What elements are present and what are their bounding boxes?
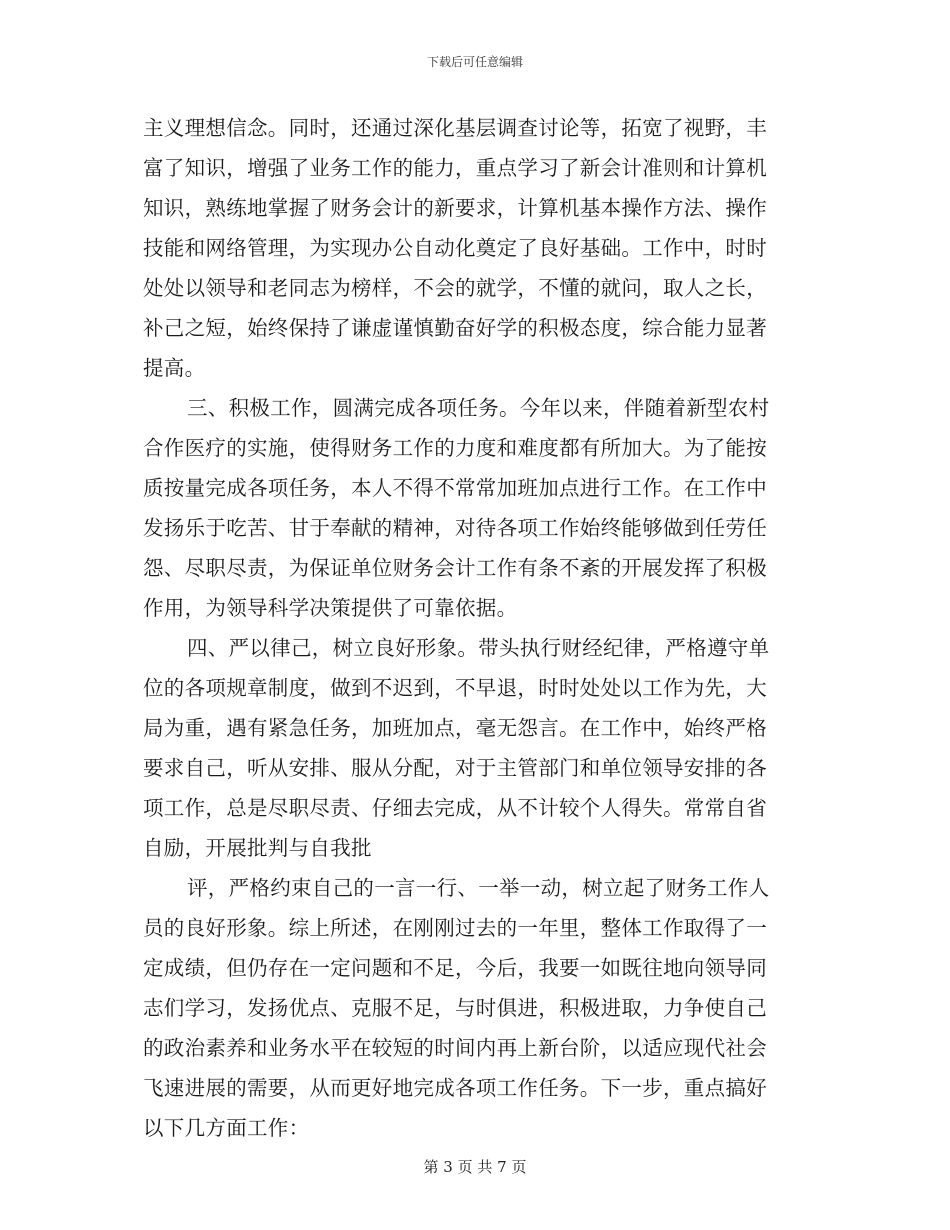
- document-body: [143, 108, 807, 1148]
- body-line: 主义理想信念。同时，还通过深化基层调查讨论等，拓宽了视野，丰: [143, 116, 767, 140]
- body-line: 技能和网络管理，为实现办公自动化奠定了良好基础。工作中，时时: [143, 236, 767, 260]
- body-line: 提高。: [143, 356, 206, 380]
- body-line: 飞速进展的需要，从而更好地完成各项工作任务。下一步，重点搞好: [143, 1076, 767, 1100]
- paragraph-start-line: 评，严格约束自己的一言一行、一举一动，树立起了财务工作人: [187, 876, 770, 900]
- body-line: 局为重，遇有紧急任务，加班加点，毫无怨言。在工作中，始终严格: [143, 716, 767, 740]
- body-line: 知识，熟练地掌握了财务会计的新要求，计算机基本操作方法、操作: [143, 196, 767, 220]
- body-line: 定成绩，但仍存在一定问题和不足，今后，我要一如既往地向领导同: [143, 956, 767, 980]
- body-line: 的政治素养和业务水平在较短的时间内再上新台阶，以适应现代社会: [143, 1036, 767, 1060]
- body-line: 处处以领导和老同志为榜样，不会的就学，不懂的就问，取人之长，: [143, 276, 767, 300]
- body-line: 发扬乐于吃苦、甘于奉献的精神，对待各项工作始终能够做到任劳任: [143, 516, 767, 540]
- body-line: 项工作，总是尽职尽责、仔细去完成，从不计较个人得失。常常自省: [143, 796, 767, 820]
- page-header: 下载后可任意编辑: [426, 55, 523, 69]
- body-line: 质按量完成各项任务，本人不得不常常加班加点进行工作。在工作中: [143, 476, 767, 500]
- body-line: 补己之短，始终保持了谦虚谨慎勤奋好学的积极态度，综合能力显著: [143, 316, 767, 340]
- body-line: 合作医疗的实施，使得财务工作的力度和难度都有所加大。为了能按: [143, 436, 767, 460]
- section-four-heading-line: 四、严以律己，树立良好形象。带头执行财经纪律，严格遵守单: [187, 636, 770, 660]
- body-line: 要求自己，听从安排、服从分配，对于主管部门和单位领导安排的各: [143, 756, 767, 780]
- body-line: 怨、尽职尽责，为保证单位财务会计工作有条不紊的开展发挥了积极: [143, 556, 767, 580]
- body-line: 富了知识，增强了业务工作的能力，重点学习了新会计准则和计算机: [143, 156, 767, 180]
- body-line: 自励，开展批判与自我批: [143, 836, 372, 860]
- body-line: 以下几方面工作：: [143, 1116, 310, 1140]
- page-number-footer: 第 3 页 共 7 页: [423, 1158, 527, 1176]
- body-line: 作用，为领导科学决策提供了可靠依据。: [143, 596, 518, 620]
- body-line: 志们学习，发扬优点、克服不足，与时俱进，积极进取，力争使自己: [143, 996, 767, 1020]
- body-line: 员的良好形象。综上所述，在刚刚过去的一年里，整体工作取得了一: [143, 916, 767, 940]
- section-three-heading-line: 三、积极工作，圆满完成各项任务。今年以来，伴随着新型农村: [187, 396, 770, 420]
- body-line: 位的各项规章制度，做到不迟到，不早退，时时处处以工作为先，大: [143, 676, 767, 700]
